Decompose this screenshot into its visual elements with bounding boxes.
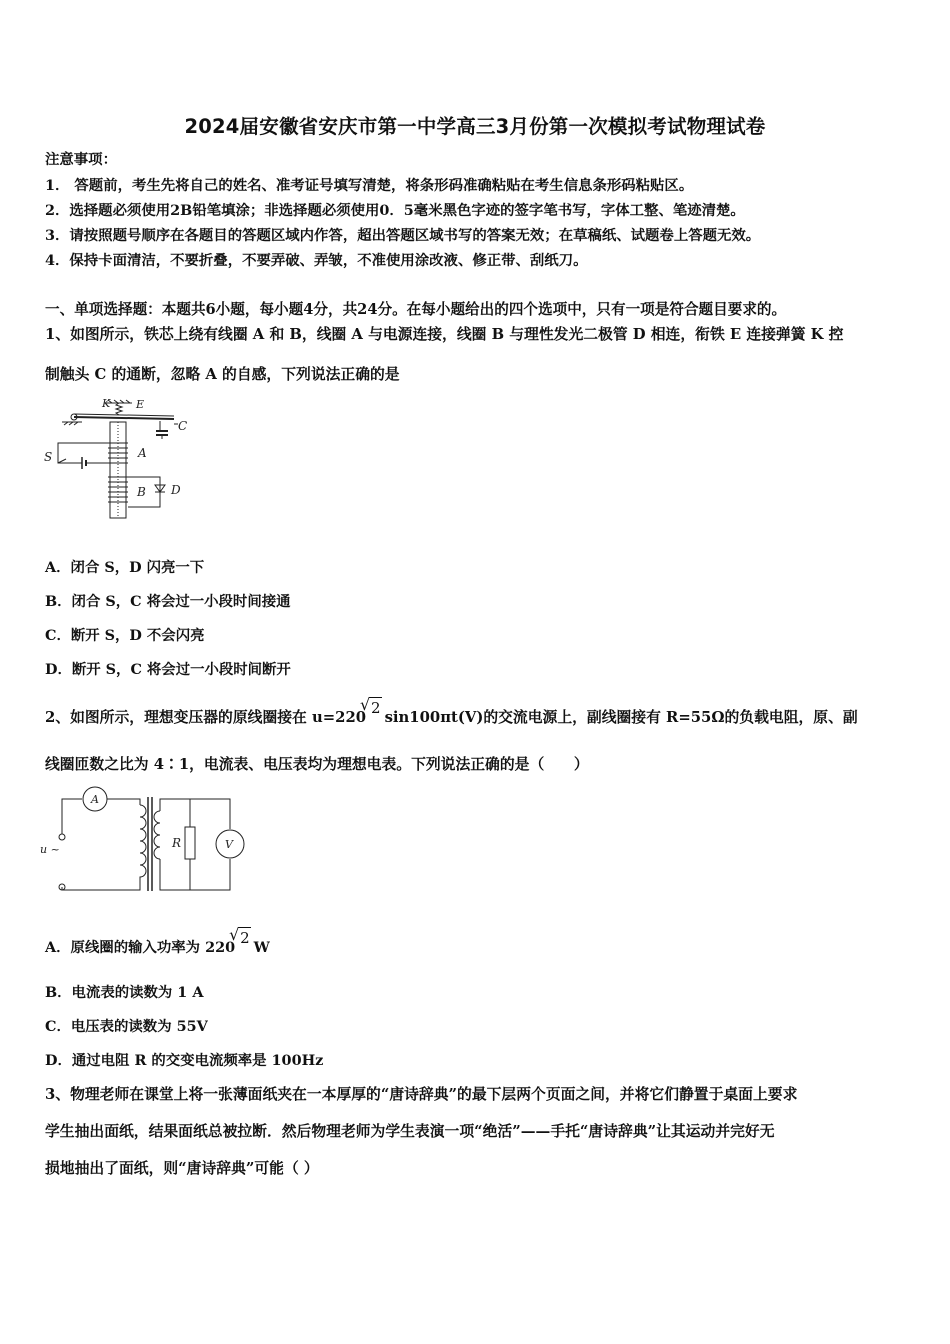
q2-resistor-label: R	[172, 836, 182, 850]
q2-ammeter-label: A	[91, 793, 99, 806]
q1-option-c: C．断开 S，D 不会闪亮	[45, 627, 205, 644]
q2-option-a	[45, 929, 270, 958]
q3-text-line2: 学生抽出面纸，结果面纸总被拉断．然后物理老师为学生表演一项“绝活”——手托“唐诗辞典”让其运动并完好无	[45, 1123, 775, 1140]
q2-transformer-figure	[40, 783, 250, 895]
q3-text-line1: 3、物理老师在课堂上将一张薄面纸夹在一本厚厚的“唐诗辞典”的最下层两个页面之间，并将它们静置于桌面上要求	[45, 1086, 798, 1103]
q2-option-d: D．通过电阻 R 的交变电流频率是 100Hz	[45, 1052, 324, 1069]
q2-option-a-post: W	[253, 939, 270, 956]
q2-text-line2: 线圈匝数之比为 4∶1，电流表、电压表均为理想电表。下列说法正确的是（ ）	[45, 756, 589, 773]
q1-label-s: S	[44, 450, 53, 464]
q2-primary-coil	[140, 805, 146, 883]
q1-label-d: D	[171, 483, 181, 497]
q1-spring	[116, 403, 122, 415]
q2-secondary-coil	[154, 811, 160, 859]
q2-sqrt-symbol: √ 2	[369, 697, 382, 718]
q1-text-line1: 1、如图所示，铁芯上绕有线圈 A 和 B，线圈 A 与电源连接，线圈 B 与理性发光二极管 D 相连，衔铁 E 连接弹簧 K 控	[45, 326, 844, 343]
q1-switch-s	[58, 459, 66, 463]
q2-source-label: u ~	[40, 843, 60, 856]
q1-option-b: B．闭合 S，C 将会过一小段时间接通	[45, 593, 291, 610]
q2-option-a-sqrt: √ 2	[238, 927, 251, 948]
notice-heading: 注意事项：	[45, 151, 117, 168]
q1-label-c: C	[178, 419, 188, 433]
q1-label-a: A	[138, 446, 147, 460]
q2-resistor	[185, 827, 195, 859]
exam-title: 2024届安徽省安庆市第一中学高三3月份第一次模拟考试物理试卷	[184, 115, 766, 138]
q1-coil-b	[108, 477, 128, 502]
q1-label-b: B	[137, 485, 146, 499]
section-heading: 一、单项选择题：本题共6小题，每小题4分，共24分。在每小题给出的四个选项中，只有一项是符合题目要求的。	[45, 301, 787, 318]
q1-label-e: E	[136, 398, 145, 411]
notice-item-3: 3．请按照题号顺序在各题目的答题区域内作答，超出答题区域书写的答案无效；在草稿纸、试题卷上答题无效。	[45, 227, 761, 244]
q2-text-line1-pre: 2、如图所示，理想变压器的原线圈接在 u=220	[45, 709, 367, 726]
q2-option-a-pre: A．原线圈的输入功率为 220	[45, 939, 236, 956]
q2-text-line1-post: sin100πt(V)的交流电源上，副线圈接有 R=55Ω的负载电阻，原、副	[384, 709, 858, 726]
q1-relay-figure	[42, 395, 202, 523]
q1-label-k: K	[102, 397, 111, 410]
q2-option-b: B．电流表的读数为 1 A	[45, 984, 204, 1001]
q2-terminal-top	[59, 834, 65, 840]
q2-text-line1	[45, 699, 858, 728]
q1-option-a: A．闭合 S，D 闪亮一下	[45, 559, 205, 576]
notice-item-4: 4．保持卡面清洁，不要折叠，不要弄破、弄皱，不准使用涂改液、修正带、刮纸刀。	[45, 252, 588, 269]
notice-item-2: 2．选择题必须使用2B铅笔填涂；非选择题必须使用0．5毫米黑色字迹的签字笔书写，字体工整、笔迹清楚。	[45, 202, 745, 219]
q3-text-line3: 损地抽出了面纸，则“唐诗辞典”可能（ ）	[45, 1160, 319, 1177]
q1-armature-bar	[74, 417, 174, 419]
q1-text-line2: 制触头 C 的通断，忽略 A 的自感，下列说法正确的是	[45, 366, 400, 383]
q1-option-d: D．断开 S，C 将会过一小段时间断开	[45, 661, 291, 678]
q2-voltmeter-label: V	[225, 838, 233, 851]
notice-item-1: 1． 答题前，考生先将自己的姓名、准考证号填写清楚，将条形码准确粘贴在考生信息条形码粘贴区。	[45, 177, 694, 194]
q2-option-c: C．电压表的读数为 55V	[45, 1018, 208, 1035]
